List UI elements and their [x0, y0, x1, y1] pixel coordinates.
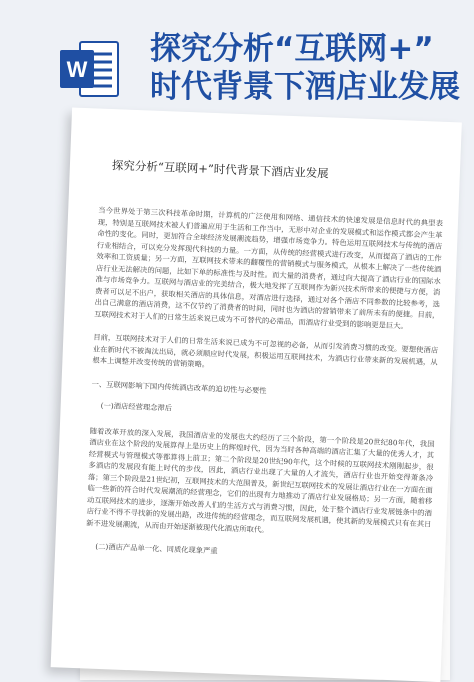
subsection-heading-1: (一)酒店经营理念滞后: [100, 400, 173, 413]
paragraph-intro: 当今世界处于第三次科技革命时期，计算机的广泛使用和网络、通信技术的快速发展是信息时代的典型表现，特别是互联网技术被人们普遍应用于生活和工作当中，无形中对企业的发展模式和运作模式都会产生革命性的变化。同时，更加符合全球经济发展潮流趋势，增强市场竞争力。特色运用互联网技术与传统的酒店行业相结合，可以充分发挥现代科技的力量。一方面，从传统的经营模式进行改变，从而提高了酒店的工作效率和工资质量；另一方面，互联网技术带来的翻覆性的营销模式与服务模式，从根本上解决了一些传统酒店行业无法解决的问题，比如下单的标准性与及时性。而大量的消费者，通过向大提高了酒店行业的国际水准与市场竞争力。互联网与酒店业的完美结合，极大地发挥了互联网作为新兴技术所带来的便捷与方便，消费者可以足不出户，获取相关酒店的具体信息，对酒店进行选择，通过对各个酒店不同参数的比较参考，选出自己满意的酒店消费，这不仅节约了消费者的时间，同时也为酒店的营销带来了前所未有的便捷。目前，互联网技术对于人们的日常生活来说已成为不可替代的必需品，而酒店行业受到的影响更是巨大。: [94, 205, 444, 331]
subsection-heading-2: (二)酒店产品单一化、同质化现象严重: [95, 541, 218, 556]
svg-text:W: W: [66, 57, 88, 82]
paragraph-intro-cont: 目前，互联网技术对于人们的日常生活来说已成为不可忽视的必备，从而引发消费习惯的改变。要想使酒店业在新时代不被淘汰出局，就必须顺应时代发展，积极运用互联网技术，为酒店行业带来新的发展机遇，从根本上调整并改变传统的营销策略。: [92, 332, 439, 369]
document-preview-page: [51, 108, 462, 682]
page-title: [150, 30, 470, 106]
page-title-line-2: 时代背景下酒店业发展: [150, 69, 460, 105]
section-heading-1: 一、互联网影响下国内传统酒店改革的迫切性与必要性: [91, 378, 267, 395]
document-title: 探究分析“互联网+”时代背景下酒店业发展: [111, 158, 329, 181]
page-title-line-1: 探究分析“互联网+”: [150, 31, 434, 67]
word-document-icon: [58, 38, 120, 100]
paragraph-2: 随着改革开放的深入发展，我国酒店业的发展也大约经历了三个阶段，第一个阶段是20世纪80年代，我国酒店业在这个阶段的发展算得上是历史上的辉煌时代，因为当时各种高端的酒店汇集了大量的优秀人才，其经营模式与管理模式等都算得上前卫；第二个阶段是20世纪90年代，这个时候的互联网技术刚刚起步，很多酒店的发展段有能上时代的步伐，因此，酒店行业出现了大量的人才流失，酒店行业也开始变得萧条冷落；第三个阶段是21世纪初，互联网技术的大范围普及，新世纪互联网技术的发展让酒店行业在一方面在面临一些新的符合时代发展潮流的经营理念，它们的出现有力地推动了酒店行业发展格局；另一方面，随着移动互联网技术的进步，逐渐开始改善人们的生活方式与消费习惯，因此，处于整个酒店行业发展链条中的酒店行业不得不寻找新的发展出路，改进传统的经营理念，而互联网发展机遇，使其新的发展模式只有在其日新不进发展潮流，从而由开始逐渐被现代化酒店所取代。: [86, 425, 435, 534]
document-body: [85, 205, 444, 579]
